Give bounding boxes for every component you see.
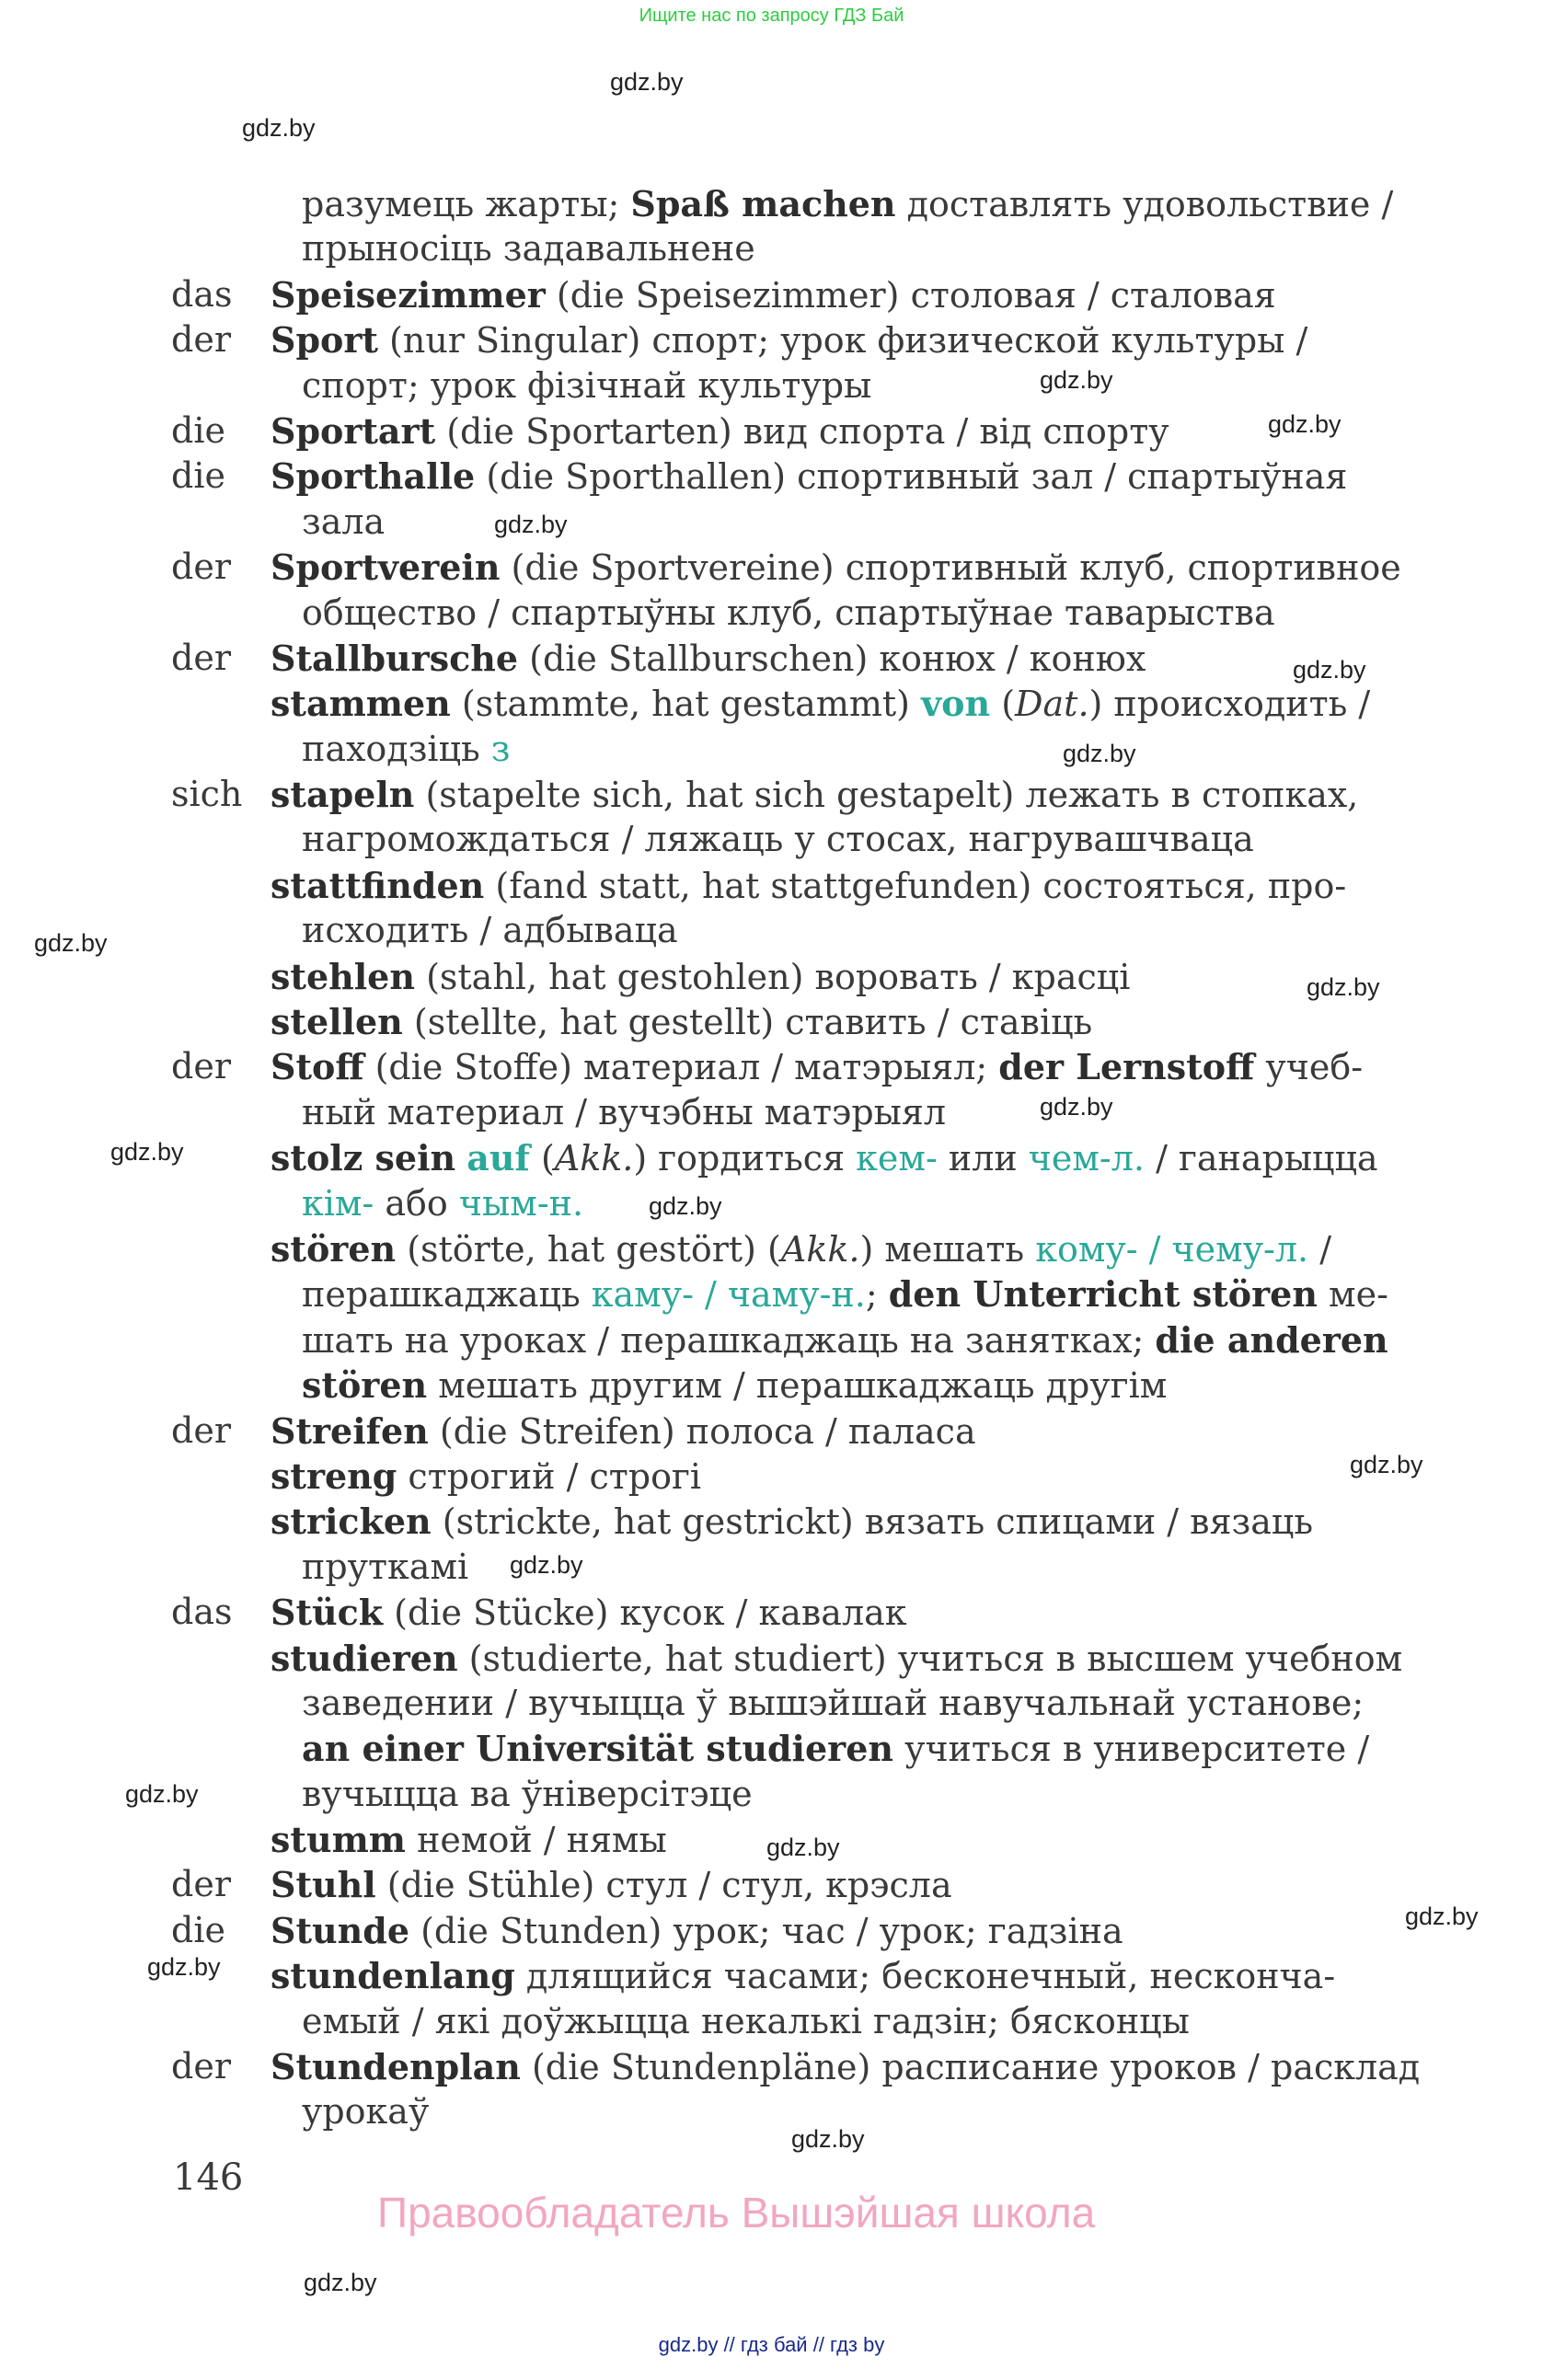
text-segment: (die Sportvereine) спортивный клуб, спортивное [500, 547, 1401, 589]
text-segment: або [374, 1182, 459, 1224]
article: die [171, 455, 225, 497]
text-segment: (die Stühle) стул / стул, крэсла [375, 1865, 952, 1906]
text-segment: / [1308, 1228, 1332, 1270]
headword-text [271, 954, 1130, 1000]
entry-line [0, 863, 1543, 908]
text-segment: (die Sporthallen) спортивный зал / спартыўная [475, 456, 1348, 498]
text-segment: учиться в университете / [893, 1729, 1370, 1770]
highlight-text: кім- [302, 1182, 374, 1224]
entry-line [0, 817, 1543, 862]
text-segment: ) гордиться [633, 1138, 857, 1179]
watermark: gdz.by [304, 2269, 377, 2296]
headword: stammen [271, 683, 451, 725]
headword-text [271, 1908, 1123, 1954]
headword-text [271, 1499, 1313, 1545]
text-segment: (nur Singular) спорт; урок физической культуры / [377, 320, 1308, 362]
entry-line [0, 908, 1543, 953]
text-segment: исходить / адбываца [302, 910, 678, 951]
text-segment: ) мешать [859, 1228, 1036, 1270]
text-segment: пруткамі [302, 1546, 469, 1587]
continuation-text [302, 1545, 468, 1590]
footer-links[interactable]: gdz.by // гдз бай // гдз by [658, 2333, 885, 2356]
text-segment: (stapelte sich, hat sich gestapelt) лежать в стопках, [414, 775, 1359, 816]
headword: stellen [271, 1001, 403, 1043]
headword-text [271, 1953, 1335, 1999]
continuation-text [302, 1362, 1167, 1408]
text-segment: мешать другим / перашкаджаць другім [427, 1365, 1168, 1407]
entry-line [0, 727, 1543, 772]
text-segment: немой / нямы [406, 1820, 667, 1861]
entry-line [0, 1454, 1543, 1499]
entry-line [0, 2089, 1543, 2134]
watermark: gdz.by [791, 2125, 865, 2153]
headword-text [271, 454, 1347, 500]
text-segment: (die Sportarten) вид спорта / від спорту [435, 410, 1169, 452]
text-segment [455, 1138, 466, 1179]
top-banner[interactable]: Ищите нас по запросу ГДЗ Бай [639, 6, 904, 26]
highlight-text: з [490, 728, 511, 769]
text-segment: разумець жарты; [302, 184, 631, 224]
entry-line [0, 681, 1543, 726]
watermark: gdz.by [510, 1551, 583, 1579]
entry-line [0, 1681, 1543, 1726]
watermark: gdz.by [1268, 410, 1341, 438]
entry-line [0, 1545, 1543, 1590]
entry-line [0, 1271, 1543, 1316]
headword: den Unterricht stören [888, 1273, 1318, 1316]
text-segment: ный материал / вучэбны матэрыял [302, 1091, 946, 1133]
entry-line-with-article [0, 1908, 1543, 1953]
watermark: gdz.by [242, 114, 316, 142]
continuation-text [302, 1181, 583, 1226]
continuation-text [302, 1726, 1369, 1772]
entry-line [0, 1181, 1543, 1226]
headword: die anderen [1155, 1318, 1388, 1361]
headword-text [271, 1454, 701, 1500]
entry-line-with-article [0, 1862, 1543, 1907]
headword-text [271, 317, 1307, 363]
entry-line-with-article [0, 408, 1543, 454]
headword-text [271, 545, 1401, 591]
text-segment: (strickte, hat gestrickt) вязать спицами / вязаць [431, 1501, 1314, 1543]
highlight-text: чым-н. [458, 1182, 584, 1224]
text-segment: ( [529, 1138, 555, 1179]
headword-text [271, 1135, 1378, 1181]
text-segment: (störte, hat gestört) ( [396, 1228, 781, 1270]
headword-text [271, 1408, 976, 1454]
text-segment: урокаў [302, 2091, 430, 2133]
headword: Stunde [271, 1909, 409, 1951]
text-segment: прыносіць задавальнене [302, 228, 755, 270]
headword-text [271, 1044, 1363, 1090]
headword: stattfinden [271, 864, 485, 906]
text-segment: (die Stallburschen) конюх / конюх [518, 638, 1146, 679]
text-segment: Akk. [780, 1228, 860, 1270]
entry-line [0, 1090, 1543, 1135]
highlight-text: чем-л. [1028, 1138, 1145, 1179]
entry-line [0, 1953, 1543, 1998]
headword: studieren [271, 1637, 458, 1679]
page-number: 146 [173, 2156, 244, 2199]
headword-text [271, 408, 1169, 454]
text-segment: паходзіць [302, 728, 491, 769]
text-segment: строгий / строгі [397, 1455, 702, 1497]
article: der [171, 1864, 231, 1905]
text-segment: (stahl, hat gestohlen) воровать / красці [415, 956, 1131, 997]
text-segment: перашкаджаць [302, 1274, 592, 1316]
article: der [171, 2046, 231, 2087]
text-segment: шать на уроках / перашкаджаць на занятках; [302, 1319, 1156, 1361]
text-segment: спорт; урок фізічнай культуры [302, 364, 872, 406]
entry-line [0, 181, 1543, 226]
headword: streng [271, 1454, 397, 1497]
text-segment: (studierte, hat studiert) учиться в высшем учебном [457, 1638, 1403, 1679]
headword-text [271, 1817, 667, 1863]
headword: Sportart [271, 409, 436, 452]
continuation-text [302, 908, 678, 953]
headword-text [271, 681, 1370, 727]
entry-line-with-article [0, 545, 1543, 590]
headword-text [271, 1862, 952, 1908]
headword: stören [302, 1364, 428, 1407]
watermark: gdz.by [1040, 366, 1113, 394]
entry-line [0, 1817, 1543, 1862]
text-segment: (fand statt, hat stattgefunden) состояться, про- [484, 865, 1347, 906]
headword: Stoff [271, 1046, 364, 1088]
text-segment: вучыцца ва ўніверсітэце [302, 1773, 753, 1814]
headword: stumm [271, 1819, 406, 1861]
article: sich [171, 774, 243, 815]
headword: stricken [271, 1500, 432, 1543]
text-segment: (stammte, hat gestammt) [450, 684, 922, 725]
article: der [171, 1046, 231, 1087]
watermark: gdz.by [494, 511, 568, 538]
headword: Sporthalle [271, 455, 476, 498]
continuation-text [302, 1271, 1388, 1317]
entry-line-with-article [0, 454, 1543, 499]
watermark: gdz.by [610, 68, 684, 96]
entry-line [0, 1726, 1543, 1771]
continuation-text [302, 727, 511, 772]
headword-text [271, 272, 1276, 318]
entry-line [0, 1999, 1543, 2044]
entry-line [0, 1772, 1543, 1817]
text-segment: ; [865, 1274, 889, 1316]
continuation-text [302, 1681, 1364, 1726]
highlight-text: каму- / чаму-н. [591, 1274, 866, 1316]
watermark: gdz.by [766, 1834, 840, 1861]
text-segment: (die Streifen) полоса / паласа [428, 1410, 976, 1452]
article: das [171, 273, 233, 315]
entry-line [0, 999, 1543, 1044]
text-segment: (die Speisezimmer) столовая / сталовая [545, 274, 1276, 316]
continuation-text [302, 1317, 1388, 1363]
highlight-text: кому- / чему-л. [1035, 1228, 1309, 1270]
entry-line [0, 226, 1543, 271]
entry-line [0, 954, 1543, 999]
text-segment: заведении / вучыцца ў вышэйшай навучальнай установе; [302, 1682, 1365, 1723]
highlight-text: auf [466, 1137, 530, 1179]
text-segment: Akk. [554, 1138, 634, 1179]
highlight-text: von [921, 683, 991, 725]
watermark: gdz.by [1063, 740, 1136, 767]
continuation-text [302, 1772, 753, 1817]
article: die [171, 1909, 225, 1950]
article: das [171, 1592, 233, 1633]
text-segment: / ганарыцца [1144, 1138, 1378, 1179]
entry-line [0, 1317, 1543, 1362]
article: der [171, 319, 231, 361]
entry-line-with-article [0, 317, 1543, 362]
entry-line-with-article [0, 1044, 1543, 1089]
entry-line [0, 1636, 1543, 1681]
entry-line-with-article [0, 272, 1543, 317]
continuation-text [302, 1090, 946, 1135]
text-segment: (die Stundenpläne) расписание уроков / расклад [520, 2047, 1421, 2088]
headword: stapeln [271, 774, 415, 816]
headword: stundenlang [271, 1955, 515, 1997]
continuation-text [302, 2089, 429, 2134]
headword: Spaß machen [630, 183, 896, 224]
text-segment: (die Stücke) кусок / кавалак [383, 1592, 907, 1634]
text-segment: емый / якi доўжыцца некалькі гадзін; бясконцы [302, 2000, 1190, 2041]
continuation-text [302, 1999, 1190, 2044]
watermark: gdz.by [147, 1953, 221, 1981]
text-segment: ( [990, 684, 1016, 725]
headword-text [271, 2044, 1420, 2090]
continuation-text [302, 181, 1393, 227]
watermark: gdz.by [110, 1138, 184, 1166]
text-segment: длящийся часами; бесконечный, несконча- [514, 1956, 1336, 1997]
headword: Stallbursche [271, 637, 519, 679]
entry-line-with-article [0, 772, 1543, 817]
entry-line [0, 500, 1543, 545]
entry-line [0, 591, 1543, 636]
continuation-text [302, 817, 1254, 862]
text-segment: учеб- [1254, 1047, 1364, 1088]
highlight-text: кем- [856, 1138, 938, 1179]
headword-text [271, 772, 1358, 818]
watermark: gdz.by [125, 1780, 199, 1808]
text-segment: зала [302, 500, 386, 542]
headword: Stundenplan [271, 2046, 521, 2088]
headword: stehlen [271, 955, 415, 997]
text-segment: общество / спартыўны клуб, спартыўнае таварыства [302, 592, 1275, 633]
rights-holder: Правообладатель Вышэйшая школа [377, 2189, 1096, 2236]
article: der [171, 1409, 231, 1451]
headword-text [271, 1636, 1402, 1682]
watermark: gdz.by [34, 929, 108, 957]
text-segment: ) происходить / [1088, 684, 1371, 725]
article: der [171, 546, 231, 588]
text-segment: (die Stunden) урок; час / урок; гадзіна [409, 1910, 1123, 1951]
entry-line-with-article [0, 1408, 1543, 1454]
headword: an einer Universität studieren [302, 1728, 893, 1770]
watermark: gdz.by [1040, 1093, 1113, 1121]
headword-text [271, 636, 1146, 682]
entry-line-with-article [0, 636, 1543, 681]
continuation-text [302, 591, 1275, 636]
headword: der Lernstoff [998, 1046, 1255, 1088]
continuation-text [302, 226, 755, 271]
continuation-text [302, 363, 871, 408]
watermark: gdz.by [1307, 973, 1380, 1001]
watermark: gdz.by [649, 1192, 722, 1220]
watermark: gdz.by [1405, 1903, 1479, 1930]
headword-text [271, 999, 1092, 1045]
headword-text [271, 1590, 907, 1636]
headword-text [271, 863, 1346, 909]
entry-line-with-article [0, 1590, 1543, 1635]
headword: Sportverein [271, 546, 501, 589]
entry-line [0, 1499, 1543, 1544]
headword: stören [271, 1227, 397, 1270]
text-segment: (die Stoffe) материал / матэрыял; [363, 1047, 999, 1088]
text-segment: нагромождаться / ляжаць у стосах, нагрувашчваца [302, 819, 1254, 860]
text-segment: (stellte, hat gestellt) ставить / ставіць [402, 1002, 1093, 1043]
text-segment: Dat. [1015, 684, 1089, 725]
entry-line [0, 1135, 1543, 1180]
entry-line [0, 1226, 1543, 1271]
headword: Sport [271, 319, 378, 362]
headword: Streifen [271, 1409, 429, 1452]
continuation-text [302, 500, 385, 545]
headword-text [271, 1226, 1331, 1272]
headword: Stuhl [271, 1864, 376, 1906]
dictionary-entries [0, 181, 1543, 2135]
text-segment: ме- [1317, 1274, 1388, 1316]
watermark: gdz.by [1293, 656, 1366, 684]
headword: Speisezimmer [271, 273, 546, 316]
entry-line [0, 363, 1543, 408]
entry-line [0, 1362, 1543, 1408]
entry-line-with-article [0, 2044, 1543, 2089]
watermark: gdz.by [1350, 1451, 1423, 1478]
article: der [171, 637, 231, 678]
headword: stolz sein [271, 1137, 456, 1179]
article: die [171, 409, 225, 451]
text-segment: доставлять удовольствие / [895, 184, 1394, 224]
text-segment: или [937, 1138, 1029, 1179]
headword: Stück [271, 1592, 384, 1634]
